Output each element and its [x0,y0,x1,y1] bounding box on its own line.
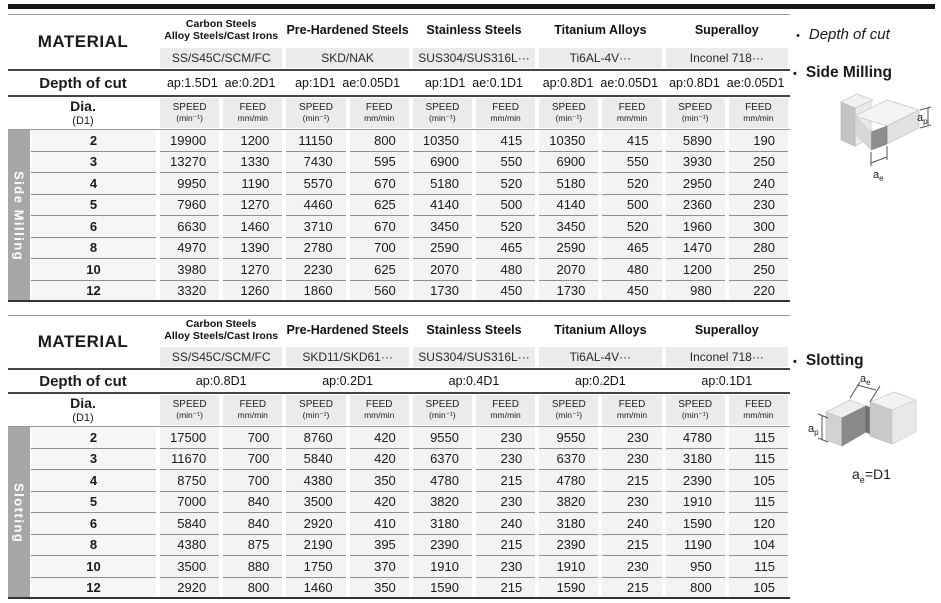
speed-column-header: SPEED (min⁻¹) [160,98,219,128]
ae-dimension-label: $a_e$ [873,169,884,182]
material-group-name: Pre-Hardened Steels [286,22,409,37]
material-alloys: SKD11/SKD61··· [286,347,408,367]
speed-value: 3450 [539,216,598,238]
speed-value: 980 [666,281,725,303]
feed-column-header: FEED mm/min [476,395,535,425]
feed-value: 410 [350,513,409,535]
speed-value: 2070 [413,259,472,281]
slotting-heading [793,352,864,370]
bullet-icon: • [796,30,800,42]
dia-cell: 12 [31,578,156,600]
speed-value: 4380 [160,535,219,557]
speed-value: 4970 [160,238,219,260]
feed-value: 230 [476,492,535,514]
speed-value: 2920 [286,513,345,535]
feed-value: 520 [602,216,661,238]
feed-value: 230 [602,449,661,471]
feed-value: 520 [602,173,661,195]
speed-value: 1730 [413,281,472,303]
feed-value: 625 [350,259,409,281]
feed-value: 230 [602,556,661,578]
feed-value: 450 [602,281,661,303]
depth-of-cut-value: ap:1D1 ae:0.1D1 [424,76,523,90]
feed-value: 350 [350,578,409,600]
feed-value: 250 [729,152,788,174]
feed-value: 215 [476,535,535,557]
feed-column-header: FEED mm/min [476,98,535,128]
feed-value: 220 [729,281,788,303]
dia-label: Dia. [70,98,96,115]
rule [8,315,790,316]
speed-value: 6900 [539,152,598,174]
feed-value: 300 [729,216,788,238]
feed-value: 670 [350,173,409,195]
feed-value: 560 [350,281,409,303]
dia-cell: 3 [31,152,156,174]
speed-column-header: SPEED (min⁻¹) [286,395,345,425]
speed-value: 5840 [160,513,219,535]
dia-header [8,393,158,427]
feed-value: 115 [729,449,788,471]
speed-value: 4780 [666,427,725,449]
dia-cell: 2 [31,427,156,449]
speed-value: 5180 [413,173,472,195]
speed-value: 3320 [160,281,219,303]
speed-value: 3500 [286,492,345,514]
speed-value: 8750 [160,470,219,492]
speed-value: 1190 [666,535,725,557]
ap-dimension-label: $a_p$ [808,423,819,437]
feed-column-header: FEED mm/min [729,395,788,425]
slotting-note: $a_e=D1$ [852,466,891,485]
material-alloys: Inconel 718··· [666,347,788,367]
feed-value: 420 [350,449,409,471]
feed-value: 550 [476,152,535,174]
feed-value: 115 [729,427,788,449]
slotting-heading-label: Slotting [805,352,864,369]
feed-value: 350 [350,470,409,492]
speed-value: 2360 [666,195,725,217]
depth-of-cut-value: ap:0.4D1 [448,374,500,388]
speed-value: 4140 [413,195,472,217]
material-group-name: Titanium Alloys [554,322,647,337]
side-milling-table [8,14,790,302]
speed-value: 3980 [160,259,219,281]
side-milling-diagram [831,86,935,182]
feed-value: 105 [729,578,788,600]
depth-of-cut-value: ap:1D1 ae:0.05D1 [295,76,401,90]
dia-cell: 3 [31,449,156,471]
rule [8,69,790,71]
feed-value: 105 [729,470,788,492]
speed-value: 6630 [160,216,219,238]
feed-value: 625 [350,195,409,217]
speed-value: 3500 [160,556,219,578]
feed-value: 465 [602,238,661,260]
dia-label: Dia. [70,395,96,412]
material-header: MATERIAL [37,332,129,351]
feed-value: 415 [602,130,661,152]
slotting-table [8,315,790,599]
feed-column-header: FEED mm/min [350,395,409,425]
side-milling-heading [793,64,892,82]
speed-value: 5890 [666,130,725,152]
speed-value: 3180 [539,513,598,535]
feed-value: 500 [602,195,661,217]
feed-value: 230 [476,427,535,449]
feed-column-header: FEED mm/min [223,395,282,425]
feed-value: 670 [350,216,409,238]
speed-value: 1590 [539,578,598,600]
rule [8,597,790,599]
feed-value: 1390 [223,238,282,260]
depth-of-cut-value: ap:0.8D1 ae:0.05D1 [669,76,785,90]
dia-cell: 12 [31,281,156,303]
feed-value: 700 [223,449,282,471]
speed-column-header: SPEED (min⁻¹) [413,395,472,425]
feed-value: 520 [476,216,535,238]
feed-value: 800 [350,130,409,152]
dia-cell: 4 [31,173,156,195]
feed-column-header: FEED mm/min [350,98,409,128]
section-strip-slotting [8,427,30,599]
feed-value: 840 [223,492,282,514]
section-strip-side-milling [8,130,30,302]
speed-column-header: SPEED (min⁻¹) [666,98,725,128]
speed-value: 9550 [539,427,598,449]
section-strip-label: Side Milling [11,170,27,262]
speed-column-header: SPEED (min⁻¹) [160,395,219,425]
feed-column-header: FEED mm/min [602,395,661,425]
feed-value: 1270 [223,195,282,217]
material-alloys: SS/S45C/SCM/FC [160,48,282,68]
speed-value: 1590 [666,513,725,535]
dia-cell: 6 [31,216,156,238]
speed-value: 6370 [539,449,598,471]
speed-value: 13270 [160,152,219,174]
ae-dimension-label: $a_e$ [860,373,871,387]
feed-value: 280 [729,238,788,260]
feed-value: 240 [476,513,535,535]
speed-value: 1470 [666,238,725,260]
feed-value: 215 [602,535,661,557]
speed-value: 4780 [413,470,472,492]
dia-cell: 5 [31,492,156,514]
material-alloys: SKD/NAK [286,48,408,68]
depth-of-cut-value: ap:0.1D1 [701,374,753,388]
speed-value: 1910 [413,556,472,578]
feed-value: 550 [602,152,661,174]
dia-cell: 10 [31,556,156,578]
speed-value: 5180 [539,173,598,195]
speed-value: 1960 [666,216,725,238]
speed-value: 1910 [539,556,598,578]
section-strip-label: Slotting [11,482,27,544]
feed-value: 215 [476,578,535,600]
speed-value: 2230 [286,259,345,281]
speed-value: 6900 [413,152,472,174]
material-header: MATERIAL [37,32,129,51]
speed-value: 10350 [413,130,472,152]
speed-column-header: SPEED (min⁻¹) [413,98,472,128]
feed-value: 1460 [223,216,282,238]
material-alloys: SUS304/SUS316L··· [413,48,535,68]
feed-value: 230 [602,427,661,449]
feed-value: 215 [602,470,661,492]
depth-of-cut-note [796,26,890,43]
feed-value: 1330 [223,152,282,174]
feed-value: 1190 [223,173,282,195]
rule [8,426,790,427]
bullet-icon: • [793,356,797,368]
speed-value: 19900 [160,130,219,152]
material-group-name: Carbon Steels Alloy Steels/Cast Irons [164,17,279,42]
speed-value: 2390 [413,535,472,557]
material-group-name: Titanium Alloys [554,22,647,37]
speed-value: 1590 [413,578,472,600]
feed-value: 700 [350,238,409,260]
feed-value: 1260 [223,281,282,303]
speed-value: 2590 [539,238,598,260]
feed-value: 1200 [223,130,282,152]
feed-value: 875 [223,535,282,557]
speed-value: 3710 [286,216,345,238]
material-alloys: Inconel 718··· [666,48,788,68]
speed-value: 9950 [160,173,219,195]
feed-value: 230 [602,492,661,514]
rule [8,14,790,15]
depth-of-cut-value: ap:0.8D1 [195,374,247,388]
material-alloys: SS/S45C/SCM/FC [160,347,282,367]
speed-value: 4780 [539,470,598,492]
feed-value: 880 [223,556,282,578]
material-group-name: Stainless Steels [426,22,522,37]
speed-value: 3930 [666,152,725,174]
rule [8,129,790,130]
feed-value: 480 [602,259,661,281]
dia-cell: 10 [31,259,156,281]
speed-value: 3180 [666,449,725,471]
feed-value: 420 [350,427,409,449]
speed-value: 3180 [413,513,472,535]
feed-value: 450 [476,281,535,303]
feed-value: 395 [350,535,409,557]
feed-value: 230 [476,449,535,471]
speed-value: 11670 [160,449,219,471]
bullet-icon: • [793,68,797,80]
feed-value: 700 [223,427,282,449]
feed-value: 250 [729,259,788,281]
rule [8,95,790,97]
speed-column-header: SPEED (min⁻¹) [539,395,598,425]
feed-value: 104 [729,535,788,557]
material-group-name: Superalloy [694,322,759,337]
speed-value: 5840 [286,449,345,471]
speed-value: 7000 [160,492,219,514]
speed-value: 1860 [286,281,345,303]
feed-value: 1270 [223,259,282,281]
speed-value: 4140 [539,195,598,217]
speed-value: 2390 [539,535,598,557]
depth-of-cut-value: ap:0.2D1 [575,374,626,388]
feed-value: 120 [729,513,788,535]
feed-value: 215 [476,470,535,492]
feed-value: 240 [602,513,661,535]
feed-column-header: FEED mm/min [602,98,661,128]
speed-value: 1200 [666,259,725,281]
speed-value: 1730 [539,281,598,303]
feed-value: 800 [223,578,282,600]
feed-value: 230 [729,195,788,217]
material-group-name: Superalloy [694,22,759,37]
dia-cell: 5 [31,195,156,217]
speed-value: 7430 [286,152,345,174]
rule [8,392,790,394]
feed-value: 230 [476,556,535,578]
speed-value: 2590 [413,238,472,260]
material-alloys: Ti6AL-4V··· [539,347,661,367]
rule [8,300,790,302]
depth-of-cut-header: Depth of cut [39,372,127,390]
speed-value: 4460 [286,195,345,217]
feed-value: 420 [350,492,409,514]
feed-value: 595 [350,152,409,174]
speed-value: 9550 [413,427,472,449]
feed-value: 700 [223,470,282,492]
speed-value: 2390 [666,470,725,492]
speed-value: 2920 [160,578,219,600]
speed-value: 2190 [286,535,345,557]
feed-column-header: FEED mm/min [729,98,788,128]
speed-value: 10350 [539,130,598,152]
material-group-name: Stainless Steels [426,322,522,337]
material-group-name: Carbon Steels Alloy Steels/Cast Irons [164,317,279,342]
feed-value: 465 [476,238,535,260]
dia-cell: 8 [31,238,156,260]
dia-cell: 6 [31,513,156,535]
ap-dimension-label: $a_p$ [917,112,928,126]
feed-value: 415 [476,130,535,152]
material-alloys: Ti6AL-4V··· [539,48,661,68]
feed-value: 240 [729,173,788,195]
speed-value: 4380 [286,470,345,492]
feed-value: 520 [476,173,535,195]
speed-value: 8760 [286,427,345,449]
speed-value: 2070 [539,259,598,281]
dia-cell: 4 [31,470,156,492]
dia-cell: 2 [31,130,156,152]
feed-value: 115 [729,492,788,514]
feed-value: 840 [223,513,282,535]
speed-value: 3820 [413,492,472,514]
feed-value: 215 [602,578,661,600]
depth-of-cut-note-label: Depth of cut [808,26,890,43]
speed-value: 2950 [666,173,725,195]
speed-value: 5570 [286,173,345,195]
speed-value: 1460 [286,578,345,600]
speed-value: 1750 [286,556,345,578]
speed-value: 800 [666,578,725,600]
dia-cell: 8 [31,535,156,557]
depth-of-cut-header: Depth of cut [39,74,127,92]
feed-value: 480 [476,259,535,281]
speed-column-header: SPEED (min⁻¹) [666,395,725,425]
speed-value: 3450 [413,216,472,238]
speed-column-header: SPEED (min⁻¹) [539,98,598,128]
material-group-name: Pre-Hardened Steels [286,322,409,337]
dia-sub-label: (D1) [72,411,94,424]
speed-value: 1910 [666,492,725,514]
material-alloys: SUS304/SUS316L··· [413,347,535,367]
feed-value: 500 [476,195,535,217]
speed-value: 950 [666,556,725,578]
speed-value: 11150 [286,130,345,152]
feed-value: 115 [729,556,788,578]
feed-value: 190 [729,130,788,152]
dia-header [8,96,158,130]
speed-value: 7960 [160,195,219,217]
rule [8,368,790,370]
speed-value: 6370 [413,449,472,471]
slotting-diagram [808,372,930,464]
side-milling-heading-label: Side Milling [805,64,892,81]
top-rule [8,4,935,9]
speed-value: 17500 [160,427,219,449]
dia-sub-label: (D1) [72,114,94,127]
depth-of-cut-value: ap:1.5D1 ae:0.2D1 [166,76,276,90]
speed-value: 3820 [539,492,598,514]
depth-of-cut-value: ap:0.8D1 ae:0.05D1 [542,76,659,90]
feed-value: 370 [350,556,409,578]
feed-column-header: FEED mm/min [223,98,282,128]
depth-of-cut-value: ap:0.2D1 [322,374,373,388]
speed-value: 2780 [286,238,345,260]
speed-column-header: SPEED (min⁻¹) [286,98,345,128]
